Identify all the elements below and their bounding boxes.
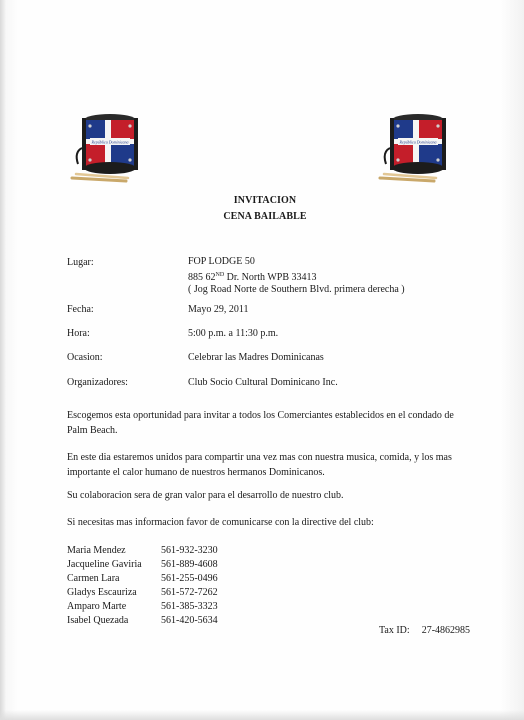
- contact-phone: 561-255-0496: [161, 573, 218, 584]
- contact-name: Isabel Quezada: [67, 615, 129, 626]
- contact-name: Amparo Marte: [67, 601, 127, 612]
- contact-name: Jacqueline Gaviria: [67, 559, 142, 570]
- hora-label: Hora:: [67, 328, 90, 339]
- invitation-title: INVITACION: [233, 195, 297, 206]
- event-subtitle: CENA BAILABLE: [223, 211, 307, 222]
- lugar-value: [188, 256, 405, 297]
- tax-id-label: Tax ID:: [379, 625, 410, 636]
- lugar-label: Lugar:: [67, 257, 94, 268]
- contact-phone: 561-385-3323: [161, 601, 218, 612]
- body-paragraph: En este dia estaremos unidos para compartir una vez mas con nuestra musica, comida, y los mas importante el calor humano de nuestros hermanos Dominicanos.: [67, 452, 452, 478]
- body-paragraph: Su colaboracion sera de gran valor para el desarrollo de nuestro club.: [67, 490, 344, 501]
- ocasion-value: Celebrar las Madres Dominicanas: [188, 352, 324, 363]
- drum-icon: [376, 108, 456, 188]
- organizadores-value: Club Socio Cultural Dominicano Inc.: [188, 377, 338, 388]
- scan-shadow-bottom: [0, 710, 524, 720]
- contact-phone: 561-889-4608: [161, 559, 218, 570]
- lugar-line2: 885 62ND Dr. North WPB 33413: [188, 271, 317, 283]
- drum-label: República Dominicana: [91, 139, 129, 145]
- contact-phone: 561-932-3230: [161, 545, 218, 556]
- contact-phone: 561-420-5634: [161, 615, 218, 626]
- contact-name: Maria Mendez: [67, 545, 126, 556]
- body-paragraph: Escogemos esta oportunidad para invitar a todos los Comerciantes establecidos en el condado de Palm Beach.: [67, 410, 454, 436]
- scan-shadow-left: [0, 0, 6, 720]
- contact-phone: 561-572-7262: [161, 587, 218, 598]
- fecha-value: Mayo 29, 2011: [188, 304, 249, 315]
- fecha-label: Fecha:: [67, 304, 94, 315]
- lugar-line3: ( Jog Road Norte de Southern Blvd. primera derecha ): [188, 284, 405, 295]
- drum-icon: [68, 108, 148, 188]
- tax-id: [379, 625, 470, 636]
- body-paragraph: Si necesitas mas informacion favor de comunicarse con la directive del club:: [67, 517, 374, 528]
- tax-id-value: 27-4862985: [421, 625, 471, 636]
- ocasion-label: Ocasion:: [67, 352, 103, 363]
- drum-label: República Dominicana: [399, 139, 437, 145]
- hora-value: 5:00 p.m. a 11:30 p.m.: [188, 328, 279, 339]
- organizadores-label: Organizadores:: [67, 377, 128, 388]
- lugar-line1: FOP LODGE 50: [188, 256, 255, 267]
- contact-name: Gladys Escauriza: [67, 587, 137, 598]
- contact-name: Carmen Lara: [67, 573, 120, 584]
